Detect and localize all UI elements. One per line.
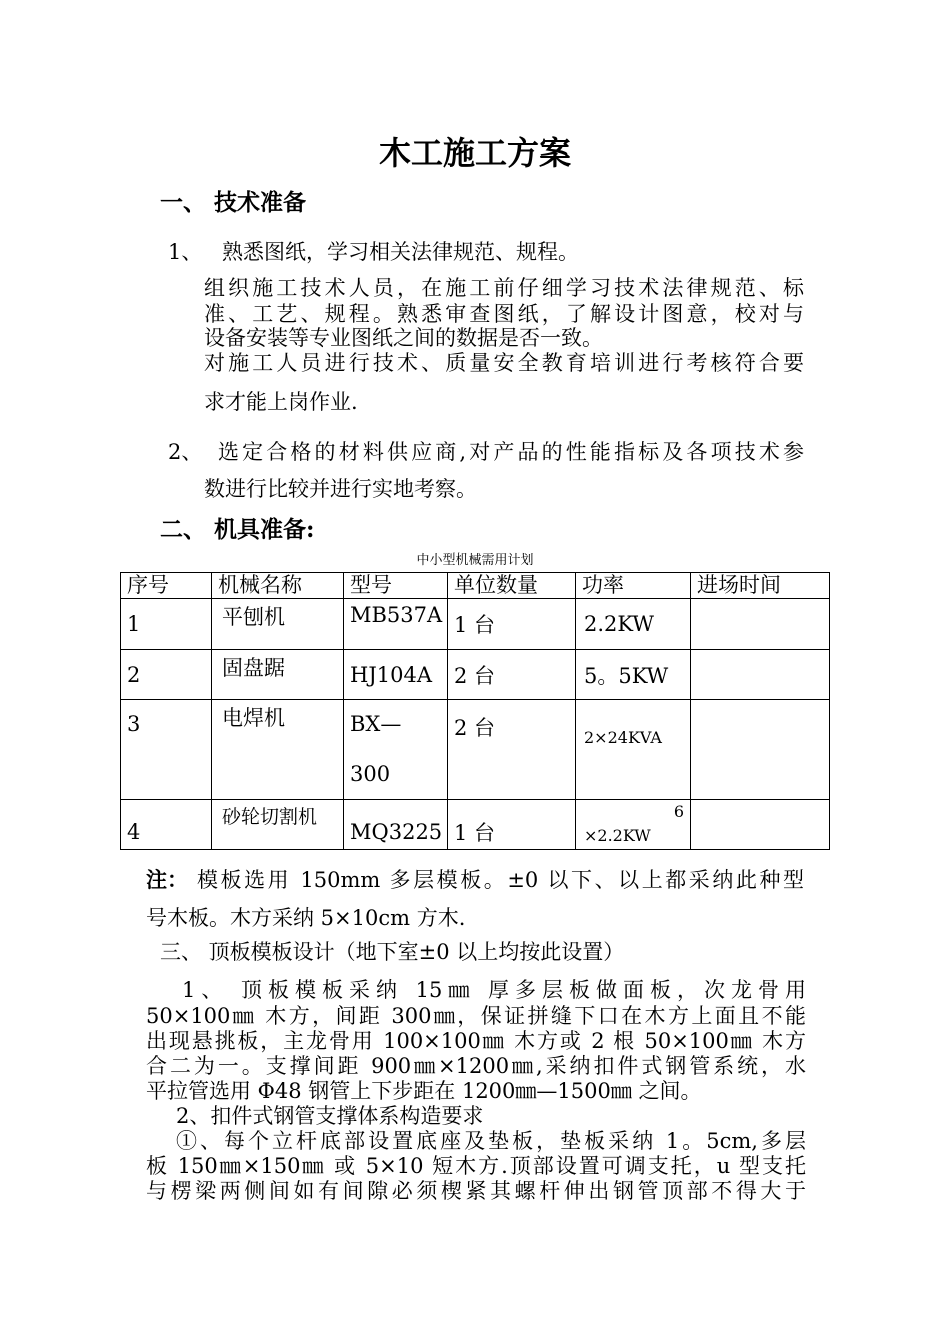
column-header: 单位数量 [448, 573, 576, 599]
item1-body-line: 设备安装等专业图纸之间的数据是否一致。 [204, 326, 603, 350]
model-line: BX— [350, 712, 402, 736]
cell-power: 5。5KW [576, 650, 691, 700]
note-label: 注： [146, 867, 188, 892]
item1-label: 1、 [168, 240, 203, 264]
power-value: ×2.2KW [584, 826, 651, 845]
table-caption: 中小型机械需用计划 [416, 553, 534, 568]
section1-heading: 一、 技术准备 [160, 189, 307, 216]
item1-body-line: 准、工艺、规程。熟悉审查图纸，了解设计图意，校对与 [204, 302, 804, 326]
cell-name: 电焊机 [212, 700, 344, 800]
cell-qty: 1 台 [448, 800, 576, 850]
section3-line: 平拉管选用 Φ48 钢管上下步距在 1200㎜—1500㎜ 之间。 [146, 1079, 702, 1103]
table-row [121, 700, 830, 800]
note-line: 模板选用 150mm 多层模板。±0 以下、以上都采纳此种型 [197, 868, 804, 892]
section3-line: ①、每个立杆底部设置底座及垫板，垫板采纳 1。5cm,多层 [176, 1129, 806, 1153]
cell-no: 1 [121, 599, 212, 650]
cell-qty: 2 台 [448, 650, 576, 700]
machine-table [120, 572, 830, 850]
item1-text: 熟悉图纸，学习相关法律规范、规程。 [222, 240, 579, 264]
cell-model: HJ104A [344, 650, 448, 700]
cell-time [691, 800, 830, 850]
item1-body-line: 对施工人员进行技术、质量安全教育培训进行考核符合要 [204, 351, 804, 375]
cell-power [576, 800, 691, 850]
cell-no: 2 [121, 650, 212, 700]
column-header: 功率 [576, 573, 691, 599]
cell-power: 2×24KVA [576, 700, 691, 800]
section3-line: 合二为一。支撑间距 900㎜×1200㎜,采纳扣件式钢管系统，水 [146, 1054, 806, 1078]
cell-model: MB537A [344, 599, 448, 650]
section3-line: 2、扣件式钢管支撑体系构造要求 [176, 1104, 484, 1128]
cell-qty: 1 台 [448, 599, 576, 650]
model-line: 300 [350, 762, 391, 786]
cell-no: 3 [121, 700, 212, 800]
note-line: 号木板。木方采纳 5×10cm 方木. [146, 906, 466, 930]
section2-heading: 二、 机具准备: [160, 516, 315, 543]
table-header-row [121, 573, 830, 599]
table-row [121, 800, 830, 850]
cell-time [691, 700, 830, 800]
section3-line: 板 150㎜×150㎜ 或 5×10 短木方.顶部设置可调支托，u 型支托 [146, 1154, 806, 1178]
power-superscript: 6 [673, 802, 684, 821]
page-title: 木工施工方案 [378, 134, 571, 172]
cell-model [344, 700, 448, 800]
section3-heading: 三、 顶板模板设计（地下室±0 以上均按此设置） [160, 940, 625, 964]
cell-name: 砂轮切割机 [212, 800, 344, 850]
section3-line: 出现悬挑板，主龙骨用 100×100㎜ 木方或 2 根 50×100㎜ 木方 [146, 1029, 806, 1053]
cell-name: 固盘踞 [212, 650, 344, 700]
column-header: 进场时间 [691, 573, 830, 599]
table-row [121, 650, 830, 700]
cell-time [691, 599, 830, 650]
item2-line: 选定合格的材料供应商,对产品的性能指标及各项技术参 [218, 440, 804, 464]
section3-line: 50×100㎜ 木方，间距 300㎜，保证拼缝下口在木方上面且不能 [146, 1004, 806, 1028]
column-header: 机械名称 [212, 573, 344, 599]
cell-name: 平刨机 [212, 599, 344, 650]
item2-label: 2、 [168, 440, 203, 464]
table-row [121, 599, 830, 650]
section3-line: 1、 顶板模板采纳 15㎜ 厚多层板做面板，次龙骨用 [182, 978, 806, 1002]
cell-time [691, 650, 830, 700]
cell-no: 4 [121, 800, 212, 850]
section3-line: 与楞梁两侧间如有间隙必须楔紧其螺杆伸出钢管顶部不得大于 [146, 1179, 806, 1203]
cell-power: 2.2KW [576, 599, 691, 650]
item2-line: 数进行比较并进行实地考察。 [204, 477, 477, 501]
item1-body-line: 组织施工技术人员，在施工前仔细学习技术法律规范、标 [204, 276, 804, 300]
cell-model: MQ3225 [344, 800, 448, 850]
item1-body-line: 求才能上岗作业. [204, 390, 358, 414]
cell-qty: 2 台 [448, 700, 576, 800]
column-header: 序号 [121, 573, 212, 599]
column-header: 型号 [344, 573, 448, 599]
